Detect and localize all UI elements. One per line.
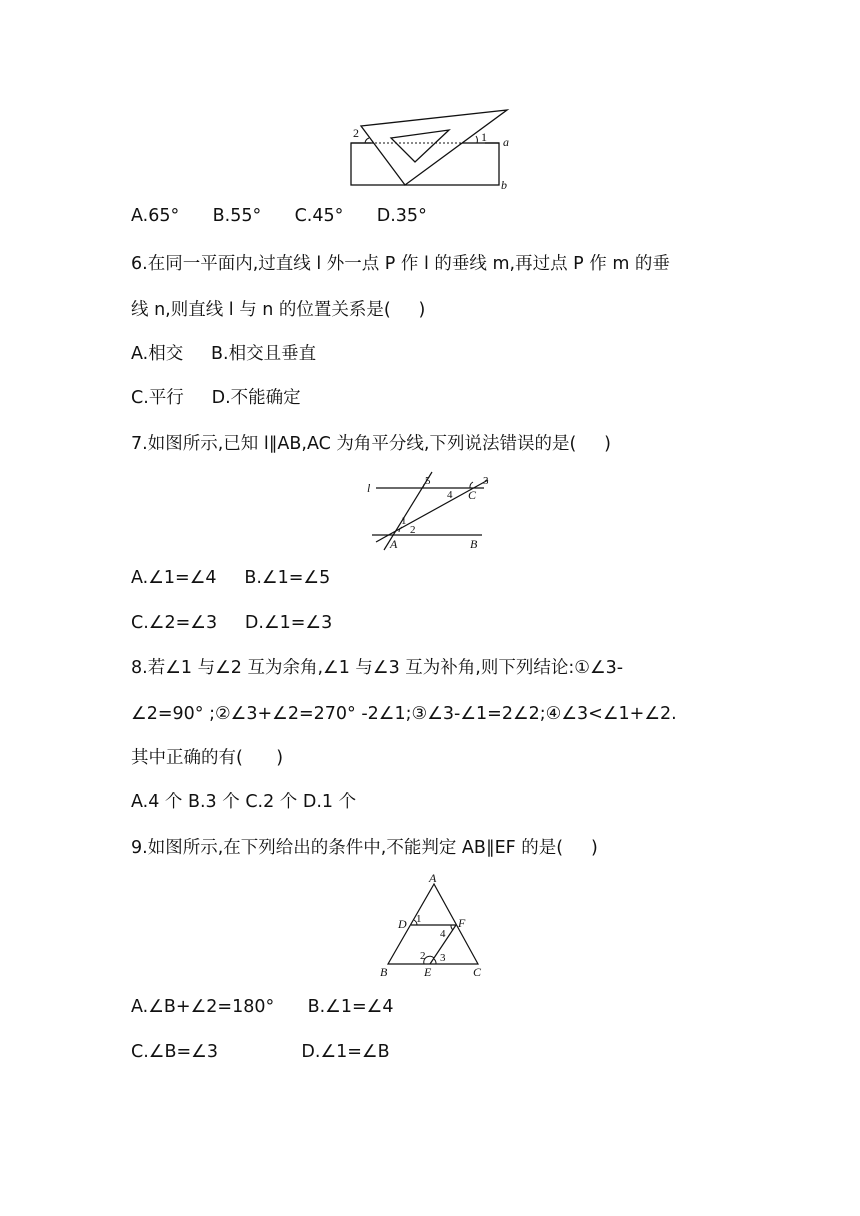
q8-options: A.4 个 B.3 个 C.2 个 D.1 个 xyxy=(131,792,357,812)
q5-options: A.65° B.55° C.45° D.35° xyxy=(131,206,427,226)
q8-stem-line3: 其中正确的有( ) xyxy=(131,748,284,768)
q9-label-4: 4 xyxy=(440,928,446,940)
q9-label-B: B xyxy=(380,965,388,979)
q9-label-1: 1 xyxy=(416,913,422,925)
q9-options-row1: A.∠B+∠2=180° B.∠1=∠4 xyxy=(131,997,394,1017)
q9-label-D: D xyxy=(398,917,407,931)
q5-label-1: 1 xyxy=(481,130,487,144)
q7-label-B: B xyxy=(470,537,478,551)
q7-label-5: 5 xyxy=(425,475,431,487)
q5-label-b: b xyxy=(501,178,507,192)
q7-label-3: 3 xyxy=(483,475,489,487)
q7-options-row2: C.∠2=∠3 D.∠1=∠3 xyxy=(131,613,333,633)
q7-options-row1: A.∠1=∠4 B.∠1=∠5 xyxy=(131,568,331,588)
q5-label-2: 2 xyxy=(353,126,359,140)
q7-label-l: l xyxy=(367,481,371,495)
q7-figure xyxy=(362,470,502,555)
q7-label-2: 2 xyxy=(410,524,416,536)
q7-label-4: 4 xyxy=(447,489,453,501)
q6-options-row2: C.平行 D.不能确定 xyxy=(131,388,301,408)
q5-figure xyxy=(345,100,520,192)
q7-label-C: C xyxy=(468,488,477,502)
set-square-outer xyxy=(361,110,507,185)
q7-stem: 7.如图所示,已知 l∥AB,AC 为角平分线,下列说法错误的是( ) xyxy=(131,434,611,454)
q9-label-2: 2 xyxy=(420,950,426,962)
q9-label-F: F xyxy=(458,916,466,930)
q8-stem-line2: ∠2=90° ;②∠3+∠2=270° -2∠1;③∠3-∠1=2∠2;④∠3<∠1+∠2. xyxy=(131,704,677,724)
q9-label-E: E xyxy=(424,965,432,979)
q9-label-C: C xyxy=(473,965,482,979)
q9-options-row2: C.∠B=∠3 D.∠1=∠B xyxy=(131,1042,390,1062)
q9-label-A: A xyxy=(429,872,437,885)
q8-stem-line1: 8.若∠1 与∠2 互为余角,∠1 与∠3 互为补角,则下列结论:①∠3- xyxy=(131,658,624,678)
q6-stem-line2: 线 n,则直线 l 与 n 的位置关系是( ) xyxy=(131,300,426,320)
q5-label-a: a xyxy=(503,135,509,149)
q6-options-row1: A.相交 B.相交且垂直 xyxy=(131,344,317,364)
q7-label-1: 1 xyxy=(401,515,407,527)
q9-figure xyxy=(374,872,494,982)
q9-label-3: 3 xyxy=(440,952,446,964)
q6-stem-line1: 6.在同一平面内,过直线 l 外一点 P 作 l 的垂线 m,再过点 P 作 m 的垂 xyxy=(131,254,670,274)
q7-label-A: A xyxy=(390,537,398,551)
q9-stem: 9.如图所示,在下列给出的条件中,不能判定 AB∥EF 的是( ) xyxy=(131,838,598,858)
